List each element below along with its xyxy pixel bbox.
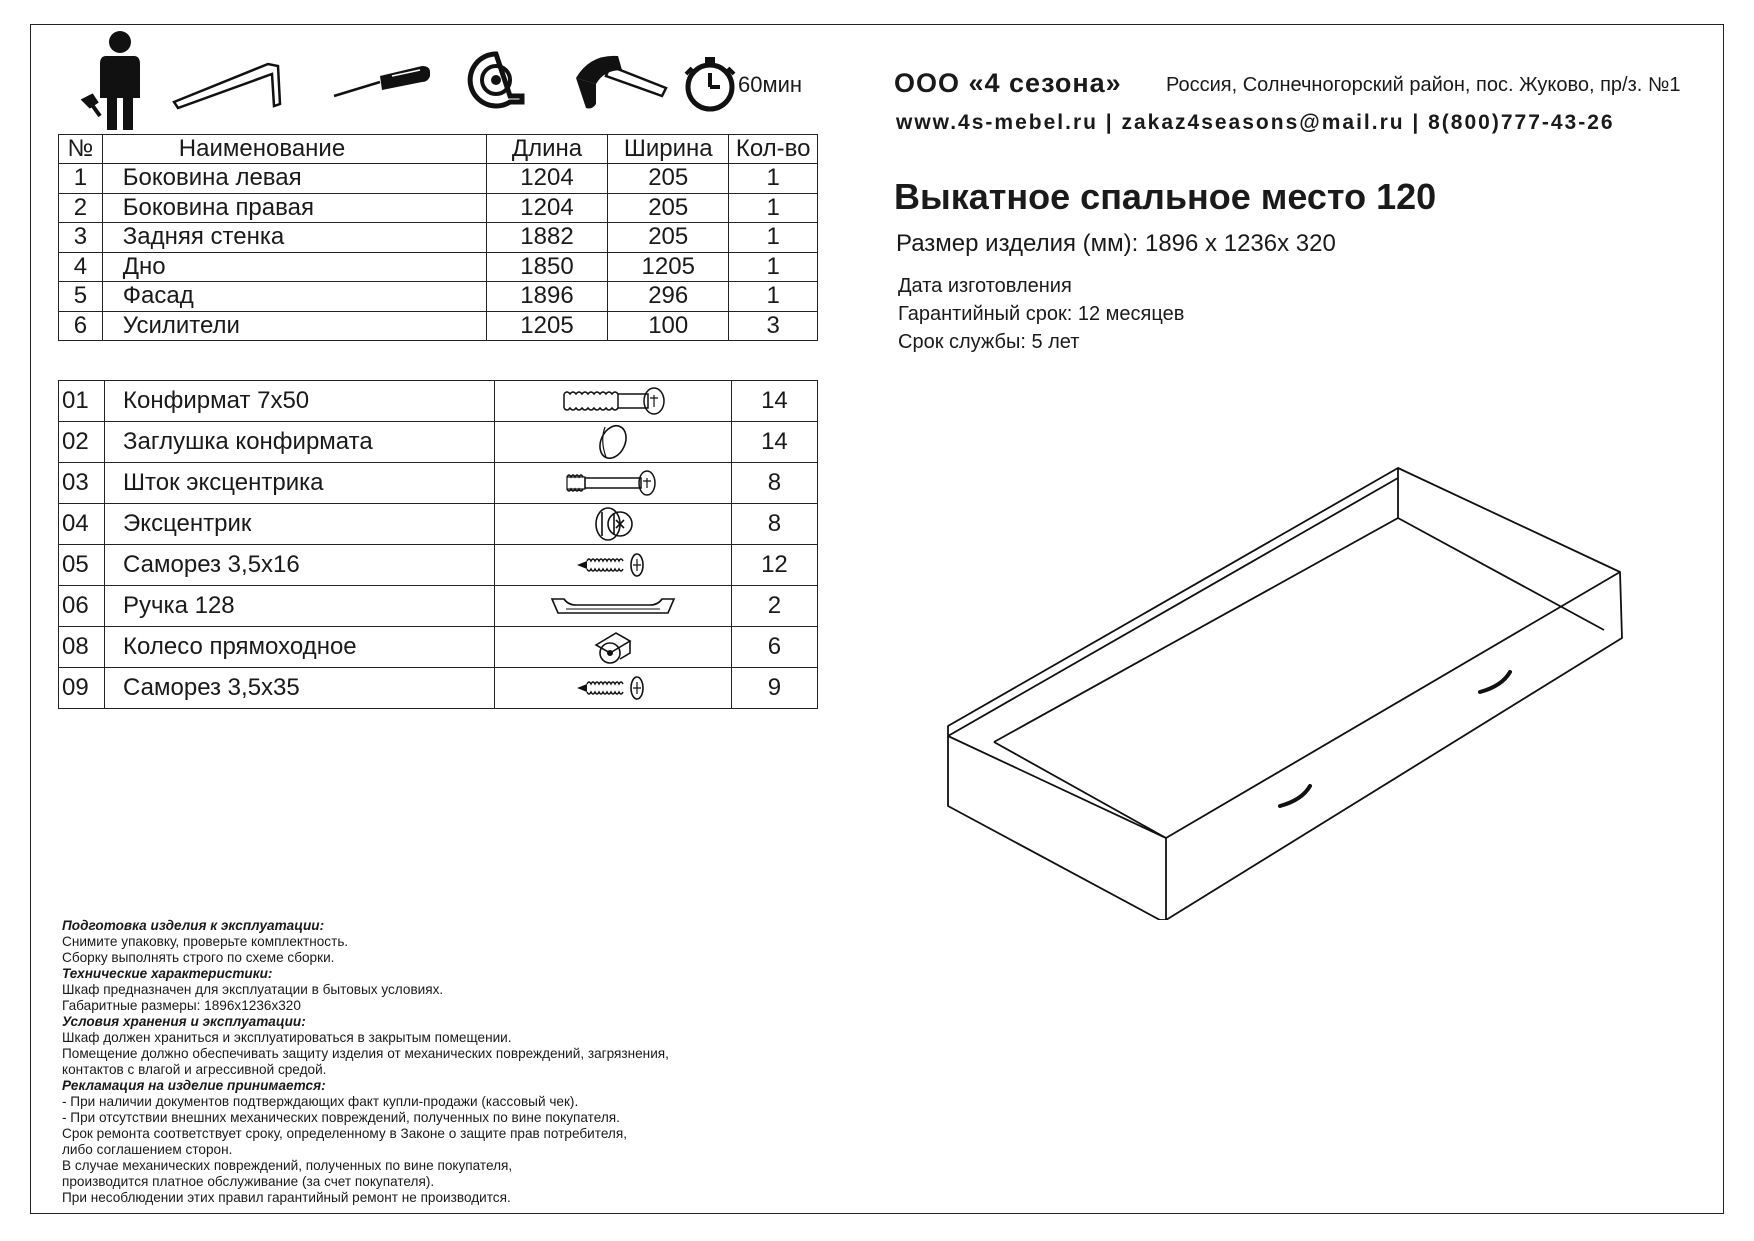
part-name: Дно	[102, 252, 486, 282]
hammer-icon	[570, 48, 670, 113]
notes-line: Шкаф должен храниться и эксплуатироваться в закрытым помещении.	[62, 1030, 512, 1045]
handle-icon	[548, 591, 678, 621]
part-length: 1896	[486, 282, 607, 312]
hardware-name: Конфирмат 7x50	[105, 381, 495, 422]
table-row	[59, 164, 818, 194]
part-width: 1205	[608, 252, 729, 282]
part-qty: 1	[729, 282, 818, 312]
part-length: 1204	[486, 193, 607, 223]
hardware-code: 01	[59, 381, 105, 422]
header-length: Длина	[486, 135, 607, 164]
part-name: Усилители	[102, 311, 486, 341]
notes-line: Сборку выполнять строго по схеме сборки.	[62, 950, 335, 965]
part-number: 5	[59, 282, 103, 312]
company-address: Россия, Солнечногорский район, пос. Жуково, пр/з. №1	[1166, 74, 1681, 96]
parts-table-header	[59, 135, 818, 164]
hardware-qty: 9	[731, 668, 817, 709]
screwdriver-icon	[330, 62, 435, 102]
part-qty: 1	[729, 164, 818, 194]
table-row	[59, 282, 818, 312]
service-life: Срок службы: 5 лет	[898, 331, 1080, 353]
table-row	[59, 223, 818, 253]
person-icon	[80, 30, 150, 135]
hardware-code: 04	[59, 504, 105, 545]
part-name: Задняя стенка	[102, 223, 486, 253]
table-row	[59, 586, 818, 627]
product-title: Выкатное спальное место 120	[894, 176, 1437, 217]
hardware-qty: 14	[731, 422, 817, 463]
hardware-name: Саморез 3,5x35	[105, 668, 495, 709]
part-length: 1850	[486, 252, 607, 282]
part-number: 3	[59, 223, 103, 253]
product-info	[898, 272, 1184, 356]
table-row	[59, 463, 818, 504]
hardware-qty: 14	[731, 381, 817, 422]
part-width: 205	[608, 193, 729, 223]
notes-line: Помещение должно обеспечивать защиту изделия от механических повреждений, загрязнения,	[62, 1046, 669, 1061]
hardware-name: Колесо прямоходное	[105, 627, 495, 668]
table-row	[59, 252, 818, 282]
drawer-bed-drawing	[940, 460, 1630, 920]
part-name: Фасад	[102, 282, 486, 312]
part-number: 1	[59, 164, 103, 194]
hardware-name: Эксцентрик	[105, 504, 495, 545]
notes-line: В случае механических повреждений, полученных по вине покупателя,	[62, 1158, 513, 1173]
table-row	[59, 422, 818, 463]
hardware-name: Шток эксцентрика	[105, 463, 495, 504]
table-row	[59, 668, 818, 709]
part-number: 2	[59, 193, 103, 223]
notes-line: контактов с влагой и агрессивной средой.	[62, 1062, 327, 1077]
table-row	[59, 193, 818, 223]
caster-wheel-icon	[588, 627, 638, 667]
notes-heading: Рекламация на изделие принимается:	[62, 1078, 326, 1093]
eccentric-rod-icon	[563, 466, 663, 500]
hardware-code: 08	[59, 627, 105, 668]
table-row	[59, 504, 818, 545]
notes-line: При несоблюдении этих правил гарантийный ремонт не производится.	[62, 1190, 511, 1205]
notes-line: - При отсутствии внешних механических повреждений, полученных по вине покупателя.	[62, 1110, 620, 1125]
hardware-qty: 8	[731, 504, 817, 545]
part-length: 1204	[486, 164, 607, 194]
manufacture-date: Дата изготовления	[898, 275, 1072, 297]
part-number: 6	[59, 311, 103, 341]
hex-key-icon	[170, 58, 285, 110]
part-length: 1205	[486, 311, 607, 341]
part-qty: 1	[729, 193, 818, 223]
hardware-qty: 6	[731, 627, 817, 668]
part-qty: 1	[729, 223, 818, 253]
table-row	[59, 311, 818, 341]
notes-line: Габаритные размеры: 1896х1236х320	[62, 998, 301, 1013]
company-contacts: www.4s-mebel.ru | zakaz4seasons@mail.ru | 8(800)777-43-26	[896, 111, 1615, 134]
hardware-qty: 12	[731, 545, 817, 586]
table-row	[59, 545, 818, 586]
confirmat-cap-icon	[588, 423, 638, 461]
part-qty: 1	[729, 252, 818, 282]
company-name: ООО «4 сезона»	[894, 68, 1122, 98]
notes-heading: Подготовка изделия к эксплуатации:	[62, 918, 325, 933]
tape-measure-icon	[466, 50, 536, 110]
header-name: Наименование	[102, 135, 486, 164]
hardware-qty: 2	[731, 586, 817, 627]
wood-screw-icon	[573, 550, 653, 580]
instructions-notes	[62, 918, 842, 1206]
parts-table	[58, 134, 818, 341]
part-width: 205	[608, 223, 729, 253]
notes-line: Срок ремонта соответствует сроку, определенному в Законе о защите прав потребителя,	[62, 1126, 628, 1141]
part-length: 1882	[486, 223, 607, 253]
table-row	[59, 381, 818, 422]
hardware-code: 06	[59, 586, 105, 627]
assembly-time: 60мин	[738, 72, 803, 97]
hardware-table	[58, 380, 818, 709]
part-width: 205	[608, 164, 729, 194]
hardware-qty: 8	[731, 463, 817, 504]
part-name: Боковина левая	[102, 164, 486, 194]
hardware-code: 05	[59, 545, 105, 586]
header-qty: Кол-во	[729, 135, 818, 164]
hardware-code: 03	[59, 463, 105, 504]
eccentric-icon	[588, 504, 638, 544]
notes-heading: Технические характеристики:	[62, 966, 273, 981]
timer-icon	[682, 56, 738, 112]
warranty-period: Гарантийный срок: 12 месяцев	[898, 303, 1185, 325]
notes-heading: Условия хранения и эксплуатации:	[62, 1014, 306, 1029]
notes-line: производится платное обслуживание (за счет покупателя).	[62, 1174, 435, 1189]
hardware-code: 09	[59, 668, 105, 709]
table-row	[59, 627, 818, 668]
product-size: Размер изделия (мм): 1896 х 1236х 320	[896, 230, 1336, 257]
header-width: Ширина	[608, 135, 729, 164]
part-name: Боковина правая	[102, 193, 486, 223]
part-width: 100	[608, 311, 729, 341]
hardware-code: 02	[59, 422, 105, 463]
hardware-name: Заглушка конфирмата	[105, 422, 495, 463]
notes-line: либо соглашением сторон.	[62, 1142, 233, 1157]
hardware-name: Саморез 3,5x16	[105, 545, 495, 586]
part-width: 296	[608, 282, 729, 312]
notes-line: Шкаф предназначен для эксплуатации в бытовых условиях.	[62, 982, 444, 997]
hardware-name: Ручка 128	[105, 586, 495, 627]
part-qty: 3	[729, 311, 818, 341]
notes-line: - При наличии документов подтверждающих факт купли-продажи (кассовый чек).	[62, 1094, 579, 1109]
header-number: №	[59, 135, 103, 164]
notes-line: Снимите упаковку, проверьте комплектность.	[62, 934, 349, 949]
part-number: 4	[59, 252, 103, 282]
confirmat-screw-icon	[558, 384, 668, 418]
wood-screw-icon	[573, 673, 653, 703]
